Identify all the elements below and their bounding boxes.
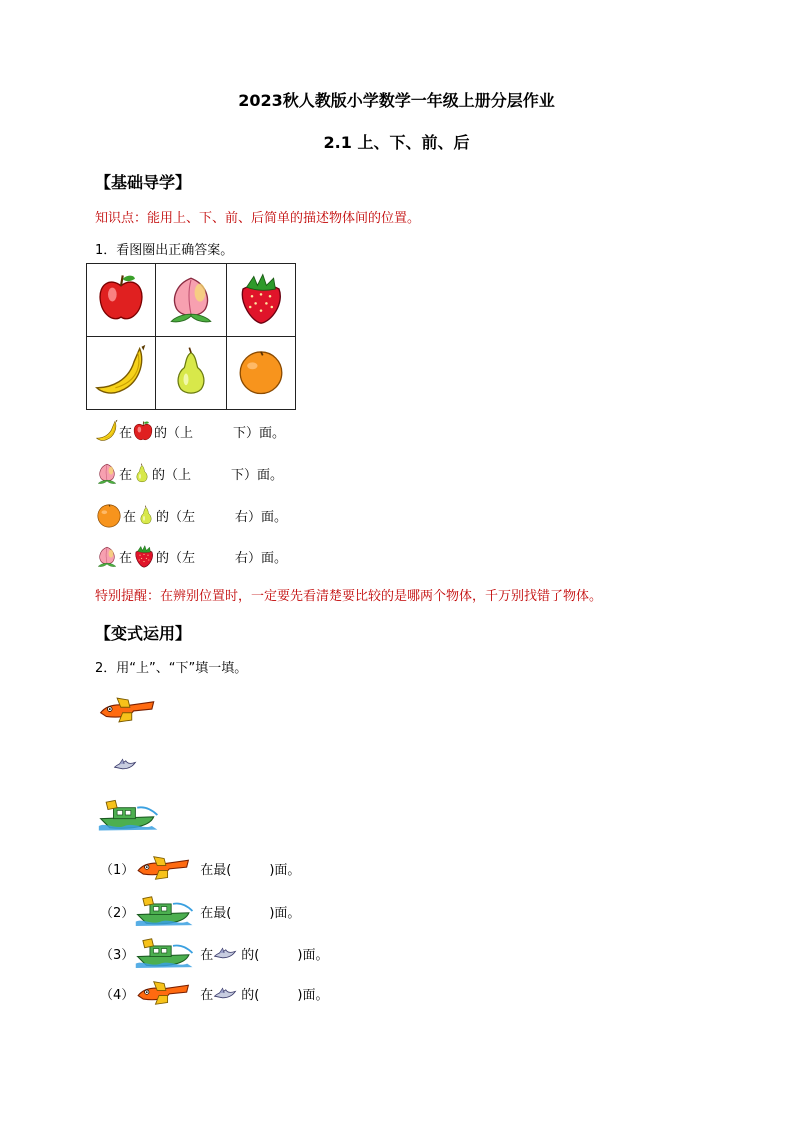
pear-icon [166,343,216,399]
option-down[interactable]: 下）面。 [231,467,284,483]
option-left[interactable]: 左 [182,550,196,566]
answer-line-2: 在 的（ 上 下）面。 [95,460,283,486]
banana-icon [95,419,119,443]
apple-icon [95,272,147,324]
orange-icon [95,501,123,529]
peach-icon [95,544,119,568]
answer-line-1: 在 的（ 上 下）面。 [95,419,285,443]
grid-cell [87,337,156,410]
grid-cell [227,264,296,337]
special-reminder: 特别提醒：在辨别位置时，一定要先看清楚要比较的是哪两个物体，千万别找错了物体。 [95,589,603,604]
fill-item-1: （1） 在最( )面。 [100,855,300,881]
grid-cell [156,264,227,337]
option-left[interactable]: 左 [182,509,196,525]
knowledge-point: 知识点：能用上、下、前、后简单的描述物体间的位置。 [95,211,421,226]
strawberry-icon [234,268,288,328]
option-up[interactable]: 上 [180,425,194,441]
pear-icon [136,502,156,528]
grid-cell [156,337,227,410]
bird-icon [113,756,137,772]
orange-icon [235,345,287,397]
plane-icon [134,855,196,881]
plane-icon [134,980,196,1006]
option-right[interactable]: 右）面。 [235,550,288,566]
banana-icon [93,343,149,399]
fill-item-4: （4） 在 的( )面。 [100,980,328,1006]
plane-icon [97,696,161,724]
fill-item-3: （3） 在 的( )面。 [100,937,328,969]
grid-cell [87,264,156,337]
apple-icon [132,419,154,443]
fill-item-2: （2） 在最( )面。 [100,895,300,927]
boat-icon [97,798,161,832]
strawberry-icon [132,541,156,571]
option-up[interactable]: 上 [178,467,192,483]
option-right[interactable]: 右）面。 [235,509,288,525]
option-down[interactable]: 下）面。 [233,425,286,441]
section-variation-heading: 【变式运用】 [95,624,192,643]
peach-icon [164,271,218,325]
question-1: 1．看图圈出正确答案。 [95,243,234,258]
page-title: 2023秋人教版小学数学一年级上册分层作业 [238,91,555,110]
section-basic-heading: 【基础导学】 [95,173,192,192]
grid-cell [227,337,296,410]
answer-line-3: 在 的（ 左 右）面。 [95,501,287,529]
boat-icon [134,895,196,927]
bird-icon [213,945,237,961]
page-subtitle: 2.1 上、下、前、后 [323,133,470,152]
answer-line-4: 在 的（ 左 右）面。 [95,541,287,571]
fruit-grid [86,263,296,410]
pear-icon [132,460,152,486]
bird-icon [213,985,237,1001]
question-2: 2．用“上”、“下”填一填。 [95,661,248,676]
boat-icon [134,937,196,969]
peach-icon [95,461,119,485]
